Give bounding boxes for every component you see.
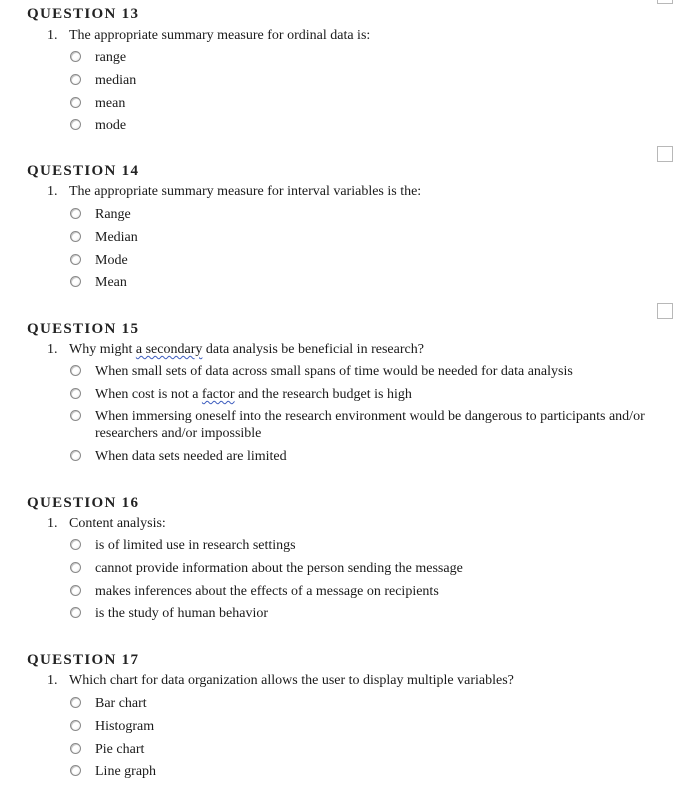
radio-button[interactable] — [70, 231, 81, 242]
question-title: QUESTION 13 — [27, 6, 140, 22]
answer-label: Mode — [95, 253, 128, 268]
radio-button[interactable] — [70, 388, 81, 399]
question-13 — [0, 5, 691, 145]
radio-button[interactable] — [70, 697, 81, 708]
radio-button[interactable] — [70, 607, 81, 618]
answer-label: When immersing oneself into the research environment would be dangerous to participants and/or researchers and/or impossible — [95, 409, 645, 441]
radio-button[interactable] — [70, 410, 81, 421]
answer-label: median — [95, 73, 137, 88]
radio-button[interactable] — [70, 562, 81, 573]
answer-label: range — [95, 50, 127, 65]
radio-button[interactable] — [70, 743, 81, 754]
question-prompt — [47, 515, 166, 532]
question-14 — [0, 162, 691, 302]
answer-label: is the study of human behavior — [95, 606, 269, 621]
question-title: QUESTION 17 — [27, 652, 140, 668]
grammar-flagged-word: factor — [201, 387, 235, 402]
radio-button[interactable] — [70, 365, 81, 376]
question-prompt — [47, 341, 424, 358]
answer-label: Histogram — [95, 719, 155, 734]
question-prompt — [47, 27, 370, 44]
radio-button[interactable] — [70, 450, 81, 461]
question-text: Which chart for data organization allows the user to display multiple variables? — [69, 673, 514, 688]
answer-label: When data sets needed are limited — [95, 449, 287, 464]
radio-button[interactable] — [70, 51, 81, 62]
radio-button[interactable] — [70, 208, 81, 219]
radio-button[interactable] — [70, 254, 81, 265]
radio-button[interactable] — [70, 74, 81, 85]
answer-label: When small sets of data across small spans of time would be needed for data analysis — [95, 364, 573, 379]
answer-label: Line graph — [95, 764, 157, 779]
question-number: 1. — [47, 184, 58, 199]
question-15-flag-checkbox[interactable] — [657, 303, 673, 319]
radio-button[interactable] — [70, 539, 81, 550]
question-title: QUESTION 14 — [27, 163, 140, 179]
question-12-flag-checkbox[interactable] — [657, 0, 673, 4]
answer-label: Pie chart — [95, 742, 145, 757]
answer-label: Median — [95, 230, 138, 245]
answer-label: cannot provide information about the person sending the message — [95, 561, 463, 576]
question-number: 1. — [47, 28, 58, 43]
answer-label: Range — [95, 207, 131, 222]
answer-label: Mean — [95, 275, 127, 290]
question-prompt — [47, 183, 421, 200]
answer-label: mode — [95, 118, 127, 133]
question-text: Content analysis: — [69, 516, 166, 531]
radio-button[interactable] — [70, 765, 81, 776]
radio-button[interactable] — [70, 119, 81, 130]
question-prompt — [47, 672, 514, 689]
question-number: 1. — [47, 516, 58, 531]
question-title: QUESTION 15 — [27, 321, 140, 337]
question-17 — [0, 651, 691, 801]
radio-button[interactable] — [70, 97, 81, 108]
question-text: The appropriate summary measure for ordinal data is: — [69, 28, 371, 43]
question-14-flag-checkbox[interactable] — [657, 146, 673, 162]
answer-label: When cost is not a factor and the research budget is high — [95, 387, 412, 402]
answer-label: is of limited use in research settings — [95, 538, 296, 553]
radio-button[interactable] — [70, 276, 81, 287]
question-text-part: data analysis be beneficial in research? — [205, 342, 424, 357]
answer-label: Bar chart — [95, 696, 147, 711]
radio-button[interactable] — [70, 720, 81, 731]
answer-label: mean — [95, 96, 126, 111]
question-number: 1. — [47, 342, 58, 357]
question-title: QUESTION 16 — [27, 495, 140, 511]
question-text: The appropriate summary measure for interval variables is the: — [69, 184, 422, 199]
grammar-flagged-phrase: a secondary — [135, 342, 203, 357]
question-number: 1. — [47, 673, 58, 688]
question-16 — [0, 494, 691, 634]
radio-button[interactable] — [70, 585, 81, 596]
question-15 — [0, 320, 691, 480]
answer-label: makes inferences about the effects of a message on recipients — [95, 584, 439, 599]
question-text-part: Why might — [69, 342, 133, 357]
